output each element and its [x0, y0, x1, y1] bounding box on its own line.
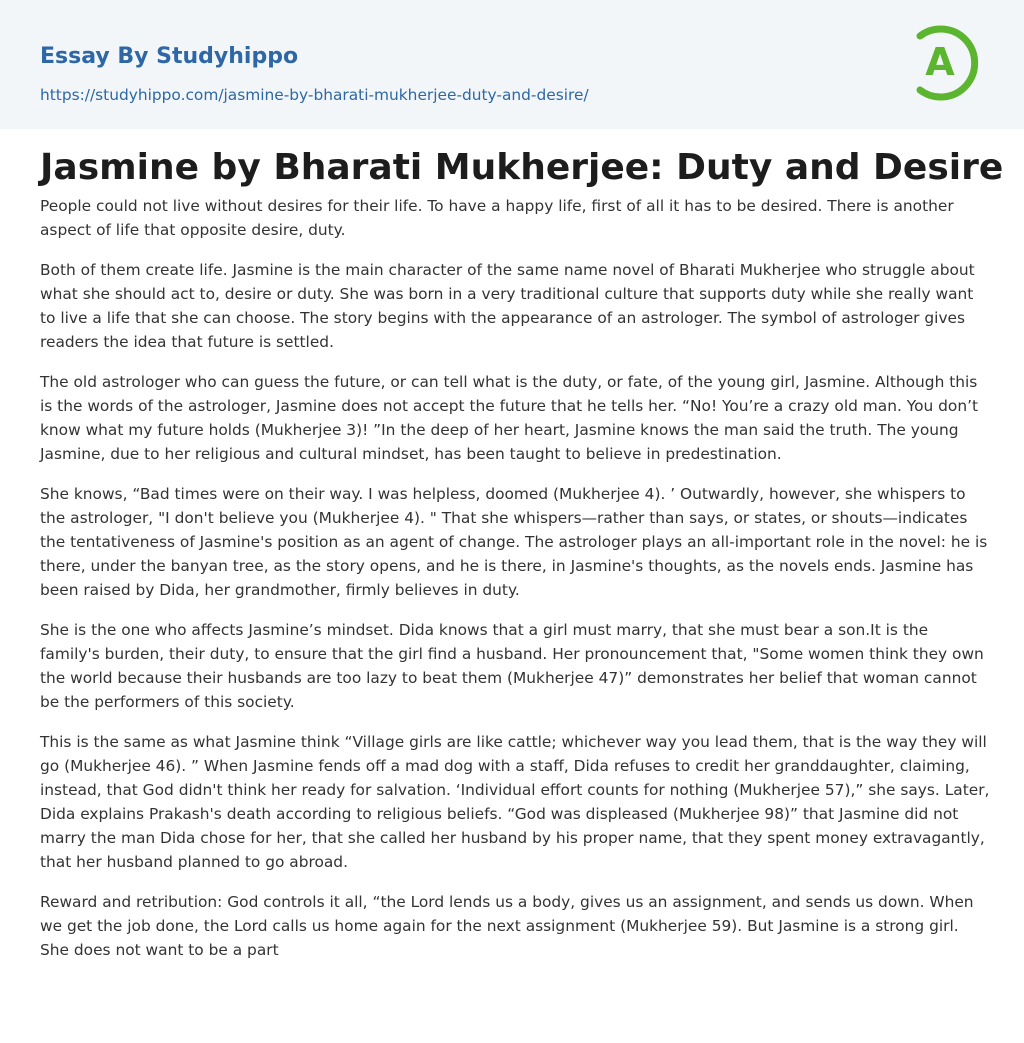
article-paragraph: Both of them create life. Jasmine is the main character of the same name novel of Bharati Mukherjee who struggle about what she should act to, desire or duty. She was born in a very traditional culture that supports duty while she really want to live a life that she can choose. The story begins with the appearance of an astrologer. The symbol of astrologer gives readers the idea that future is settled.	[40, 261, 975, 351]
article-paragraph: People could not live without desires for their life. To have a happy life, first of all it has to be desired. There is another aspect of life that opposite desire, duty.	[40, 197, 954, 239]
article-paragraph: The old astrologer who can guess the future, or can tell what is the duty, or fate, of the young girl, Jasmine. Although this is the words of the astrologer, Jasmine does not accept the future that he tells her. “No! You’re a crazy old man. You don’t know what my future holds (Mukherjee 3)! ”In the deep of her heart, Jasmine knows the man said the truth. The young Jasmine, due to her religious and cultural mindset, has been taught to believe in predestination.	[40, 373, 979, 463]
article-paragraph: Reward and retribution: God controls it all, “the Lord lends us a body, gives us an assignment, and sends us down. When we get the job done, the Lord calls us home again for the next assignment (Mukherjee 59). But Jasmine is a strong girl. She does not want to be a part	[40, 893, 974, 959]
site-header	[0, 0, 1024, 129]
article-paragraph: She is the one who affects Jasmine’s mindset. Dida knows that a girl must marry, that she must bear a son.It is the family's burden, their duty, to ensure that the girl find a husband. Her pronouncement that, "Some women think they own the world because their husbands are too lazy to beat them (Mukherjee 47)” demonstrates her belief that woman cannot be the performers of this society.	[40, 621, 984, 711]
article-paragraph: She knows, “Bad times were on their way. I was helpless, doomed (Mukherjee 4). ’ Outwardly, however, she whispers to the astrologer, "I don't believe you (Mukherjee 4). " That she whispers—rather than says, or states, or shouts—indicates the tentativeness of Jasmine's position as an agent of change. The astrologer plays an all-important role in the novel: he is there, under the banyan tree, as the story opens, and he is there, in Jasmine's thoughts, as the novels ends. Jasmine has been raised by Dida, her grandmother, firmly believes in duty.	[40, 485, 988, 599]
site-brand[interactable]: Essay By Studyhippo	[40, 44, 299, 69]
article-title: Jasmine by Bharati Mukherjee: Duty and Desire	[40, 147, 1004, 188]
article-paragraph: This is the same as what Jasmine think “Village girls are like cattle; whichever way you lead them, that is the way they will go (Mukherjee 46). ” When Jasmine fends off a mad dog with a staff, Dida refuses to credit her granddaughter, claiming, instead, that God didn't think her ready for salvation. ‘Individual effort counts for nothing (Mukherjee 57),” she says. Later, Dida explains Prakash's death according to religious beliefs. “God was displeased (Mukherjee 98)” that Jasmine did not marry the man Dida chose for her, that she called her husband by his proper name, that they spent money extravagantly, that her husband planned to go abroad.	[40, 733, 990, 871]
logo-letter: A	[925, 40, 955, 84]
studyhippo-logo-icon[interactable]	[912, 18, 988, 108]
article-url-link[interactable]: https://studyhippo.com/jasmine-by-bharati-mukherjee-duty-and-desire/	[40, 86, 589, 104]
article-body	[40, 194, 990, 978]
